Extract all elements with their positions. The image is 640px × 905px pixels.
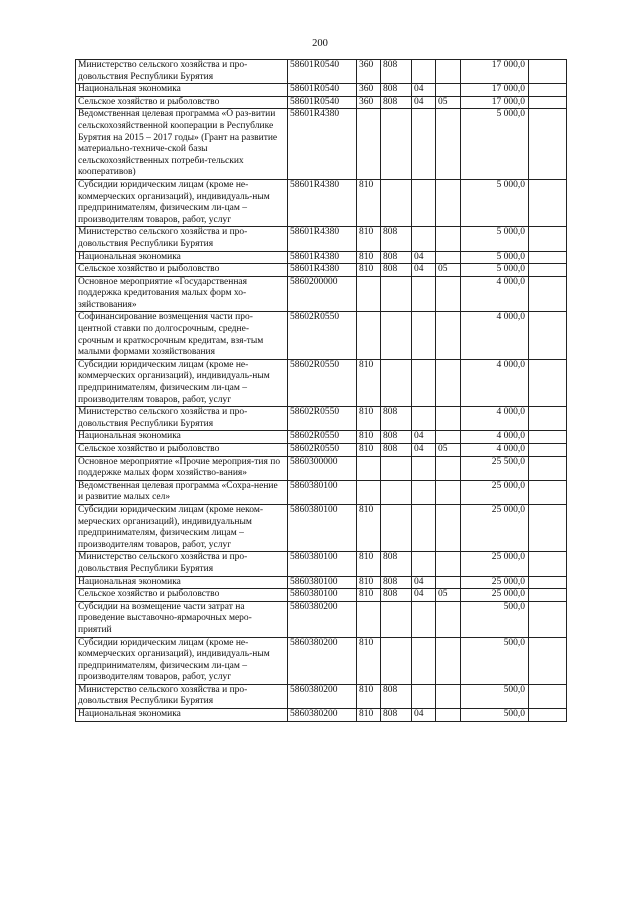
table-row bbox=[76, 251, 567, 264]
cell-subsection bbox=[436, 684, 461, 708]
cell-target-article: 58601R0540 bbox=[288, 96, 357, 109]
cell-administrator bbox=[381, 359, 412, 406]
table-row bbox=[76, 709, 567, 722]
table-row bbox=[76, 601, 567, 637]
cell-subsection bbox=[436, 179, 461, 226]
cell-target-article: 5860380100 bbox=[288, 552, 357, 576]
cell-name: Министерство сельского хозяйства и про-довольствия Республики Бурятия bbox=[76, 407, 288, 431]
table-row bbox=[76, 312, 567, 359]
table-row bbox=[76, 456, 567, 480]
cell-target-article: 58602R0550 bbox=[288, 431, 357, 444]
table-body bbox=[76, 60, 567, 722]
cell-subsection bbox=[436, 60, 461, 84]
cell-expense-type bbox=[357, 109, 381, 180]
cell-subsection: 05 bbox=[436, 589, 461, 602]
cell-administrator: 808 bbox=[381, 589, 412, 602]
cell-name: Субсидии на возмещение части затрат на проведение выставочно-ярмарочных меро-приятий bbox=[76, 601, 288, 637]
cell-amount: 17 000,0 bbox=[461, 96, 529, 109]
cell-expense-type: 810 bbox=[357, 359, 381, 406]
cell-target-article: 5860380100 bbox=[288, 576, 357, 589]
cell-expense-type: 810 bbox=[357, 179, 381, 226]
cell-administrator: 808 bbox=[381, 227, 412, 251]
cell-name: Субсидии юридическим лицам (кроме неком-мерческих организаций), индивидуальным предпринимателям, физическим лицам – производителям товаров, работ, услуг bbox=[76, 504, 288, 551]
page-number: 200 bbox=[312, 38, 328, 49]
table-row bbox=[76, 359, 567, 406]
cell-name: Министерство сельского хозяйства и про-довольствия Республики Бурятия bbox=[76, 60, 288, 84]
cell-section bbox=[412, 312, 436, 359]
cell-subsection bbox=[436, 276, 461, 312]
cell-name: Субсидии юридическим лицам (кроме не-коммерческих организаций), индивидуаль-ным предпринимателям, физическим ли-цам – производителям товаров, работ, услуг bbox=[76, 359, 288, 406]
cell-target-article: 58601R4380 bbox=[288, 109, 357, 180]
cell-name: Министерство сельского хозяйства и про-довольствия Республики Бурятия bbox=[76, 227, 288, 251]
cell-section bbox=[412, 407, 436, 431]
cell-administrator: 808 bbox=[381, 709, 412, 722]
cell-expense-type: 360 bbox=[357, 60, 381, 84]
cell-administrator bbox=[381, 480, 412, 504]
table-row bbox=[76, 96, 567, 109]
cell-name: Национальная экономика bbox=[76, 709, 288, 722]
table-row bbox=[76, 407, 567, 431]
cell-target-article: 5860380200 bbox=[288, 601, 357, 637]
cell-section: 04 bbox=[412, 444, 436, 457]
cell-section bbox=[412, 637, 436, 684]
table-row bbox=[76, 480, 567, 504]
cell-empty bbox=[529, 276, 567, 312]
cell-empty bbox=[529, 589, 567, 602]
cell-subsection bbox=[436, 109, 461, 180]
cell-section: 04 bbox=[412, 431, 436, 444]
cell-administrator: 808 bbox=[381, 251, 412, 264]
cell-name: Субсидии юридическим лицам (кроме не-коммерческих организаций), индивидуаль-ным предпринимателям, физическим ли-цам – производителям товаров, работ, услуг bbox=[76, 179, 288, 226]
cell-target-article: 5860300000 bbox=[288, 456, 357, 480]
cell-section bbox=[412, 456, 436, 480]
cell-empty bbox=[529, 504, 567, 551]
cell-administrator bbox=[381, 504, 412, 551]
cell-empty bbox=[529, 179, 567, 226]
cell-subsection bbox=[436, 431, 461, 444]
cell-empty bbox=[529, 601, 567, 637]
cell-expense-type bbox=[357, 456, 381, 480]
cell-subsection bbox=[436, 709, 461, 722]
cell-section bbox=[412, 276, 436, 312]
cell-name: Ведомственная целевая программа «Сохра-нение и развитие малых сел» bbox=[76, 480, 288, 504]
cell-administrator bbox=[381, 179, 412, 226]
cell-name: Национальная экономика bbox=[76, 576, 288, 589]
cell-subsection bbox=[436, 251, 461, 264]
cell-administrator: 808 bbox=[381, 96, 412, 109]
cell-empty bbox=[529, 312, 567, 359]
cell-section bbox=[412, 684, 436, 708]
cell-administrator: 808 bbox=[381, 264, 412, 277]
cell-empty bbox=[529, 264, 567, 277]
cell-administrator bbox=[381, 276, 412, 312]
cell-name: Субсидии юридическим лицам (кроме не-коммерческих организаций), индивидуаль-ным предпринимателям, физическим ли-цам – производителям товаров, работ, услуг bbox=[76, 637, 288, 684]
cell-empty bbox=[529, 109, 567, 180]
cell-target-article: 58601R4380 bbox=[288, 179, 357, 226]
cell-target-article: 5860380200 bbox=[288, 637, 357, 684]
cell-expense-type bbox=[357, 312, 381, 359]
cell-amount: 25 000,0 bbox=[461, 589, 529, 602]
cell-target-article: 58602R0550 bbox=[288, 359, 357, 406]
cell-administrator: 808 bbox=[381, 60, 412, 84]
cell-amount: 500,0 bbox=[461, 601, 529, 637]
cell-amount: 17 000,0 bbox=[461, 60, 529, 84]
cell-subsection bbox=[436, 601, 461, 637]
cell-expense-type: 810 bbox=[357, 444, 381, 457]
cell-section: 04 bbox=[412, 589, 436, 602]
table-row bbox=[76, 444, 567, 457]
cell-name: Софинансирование возмещения части про-центной ставки по долгосрочным, средне-срочным и краткосрочным кредитам, взя-тым малыми формами хозяйствования bbox=[76, 312, 288, 359]
cell-subsection bbox=[436, 84, 461, 97]
table-row bbox=[76, 227, 567, 251]
cell-target-article: 58601R4380 bbox=[288, 227, 357, 251]
cell-amount: 4 000,0 bbox=[461, 431, 529, 444]
cell-name: Министерство сельского хозяйства и про-довольствия Республики Бурятия bbox=[76, 552, 288, 576]
cell-expense-type: 810 bbox=[357, 407, 381, 431]
cell-amount: 500,0 bbox=[461, 637, 529, 684]
cell-administrator: 808 bbox=[381, 84, 412, 97]
cell-empty bbox=[529, 359, 567, 406]
table-row bbox=[76, 276, 567, 312]
cell-administrator bbox=[381, 601, 412, 637]
cell-expense-type: 810 bbox=[357, 504, 381, 551]
cell-amount: 4 000,0 bbox=[461, 312, 529, 359]
cell-name: Ведомственная целевая программа «О раз-витии сельскохозяйственной кооперации в Республике Бурятия на 2015 – 2017 годы» (Грант на развитие материально-техниче-ской базы сельскохозяйственных потреби-тельских кооперативов) bbox=[76, 109, 288, 180]
cell-target-article: 58602R0550 bbox=[288, 312, 357, 359]
cell-empty bbox=[529, 684, 567, 708]
cell-amount: 500,0 bbox=[461, 684, 529, 708]
cell-target-article: 5860380200 bbox=[288, 684, 357, 708]
cell-amount: 5 000,0 bbox=[461, 227, 529, 251]
cell-subsection bbox=[436, 576, 461, 589]
cell-administrator: 808 bbox=[381, 431, 412, 444]
cell-administrator bbox=[381, 109, 412, 180]
cell-expense-type: 360 bbox=[357, 96, 381, 109]
cell-expense-type: 810 bbox=[357, 684, 381, 708]
cell-administrator bbox=[381, 456, 412, 480]
table-row bbox=[76, 637, 567, 684]
cell-name: Национальная экономика bbox=[76, 431, 288, 444]
cell-amount: 4 000,0 bbox=[461, 444, 529, 457]
cell-empty bbox=[529, 444, 567, 457]
cell-amount: 5 000,0 bbox=[461, 264, 529, 277]
cell-expense-type bbox=[357, 276, 381, 312]
cell-administrator bbox=[381, 312, 412, 359]
cell-expense-type: 810 bbox=[357, 576, 381, 589]
cell-expense-type bbox=[357, 480, 381, 504]
cell-target-article: 5860380100 bbox=[288, 589, 357, 602]
cell-subsection bbox=[436, 480, 461, 504]
cell-section bbox=[412, 60, 436, 84]
cell-amount: 25 500,0 bbox=[461, 456, 529, 480]
cell-name: Основное мероприятие «Государственная поддержка кредитования малых форм хо-зяйствования» bbox=[76, 276, 288, 312]
cell-expense-type: 810 bbox=[357, 709, 381, 722]
cell-section: 04 bbox=[412, 709, 436, 722]
cell-target-article: 5860380200 bbox=[288, 709, 357, 722]
cell-amount: 4 000,0 bbox=[461, 407, 529, 431]
table-row bbox=[76, 552, 567, 576]
cell-target-article: 58602R0550 bbox=[288, 444, 357, 457]
cell-expense-type: 810 bbox=[357, 227, 381, 251]
cell-empty bbox=[529, 227, 567, 251]
cell-expense-type bbox=[357, 601, 381, 637]
cell-administrator: 808 bbox=[381, 552, 412, 576]
table-row bbox=[76, 60, 567, 84]
cell-target-article: 58602R0550 bbox=[288, 407, 357, 431]
cell-administrator: 808 bbox=[381, 684, 412, 708]
table-row bbox=[76, 576, 567, 589]
cell-amount: 25 000,0 bbox=[461, 576, 529, 589]
cell-amount: 17 000,0 bbox=[461, 84, 529, 97]
cell-section bbox=[412, 552, 436, 576]
cell-empty bbox=[529, 431, 567, 444]
cell-name: Сельское хозяйство и рыболовство bbox=[76, 444, 288, 457]
table-row bbox=[76, 684, 567, 708]
cell-section bbox=[412, 109, 436, 180]
cell-name: Сельское хозяйство и рыболовство bbox=[76, 96, 288, 109]
cell-subsection: 05 bbox=[436, 264, 461, 277]
cell-expense-type: 810 bbox=[357, 431, 381, 444]
cell-subsection: 05 bbox=[436, 444, 461, 457]
cell-empty bbox=[529, 480, 567, 504]
cell-amount: 5 000,0 bbox=[461, 179, 529, 226]
cell-administrator: 808 bbox=[381, 576, 412, 589]
cell-section bbox=[412, 227, 436, 251]
cell-administrator: 808 bbox=[381, 444, 412, 457]
cell-subsection bbox=[436, 504, 461, 551]
cell-amount: 25 000,0 bbox=[461, 552, 529, 576]
table-row bbox=[76, 264, 567, 277]
cell-target-article: 58601R0540 bbox=[288, 84, 357, 97]
cell-target-article: 5860380100 bbox=[288, 480, 357, 504]
cell-target-article: 58601R4380 bbox=[288, 264, 357, 277]
cell-name: Основное мероприятие «Прочие мероприя-тия по поддержке малых форм хозяйство-вания» bbox=[76, 456, 288, 480]
cell-empty bbox=[529, 576, 567, 589]
cell-section: 04 bbox=[412, 96, 436, 109]
cell-section bbox=[412, 480, 436, 504]
cell-amount: 5 000,0 bbox=[461, 109, 529, 180]
table-row bbox=[76, 504, 567, 551]
cell-administrator: 808 bbox=[381, 407, 412, 431]
cell-subsection bbox=[436, 227, 461, 251]
cell-name: Национальная экономика bbox=[76, 251, 288, 264]
cell-name: Национальная экономика bbox=[76, 84, 288, 97]
cell-expense-type: 810 bbox=[357, 589, 381, 602]
cell-section bbox=[412, 601, 436, 637]
cell-target-article: 58601R0540 bbox=[288, 60, 357, 84]
cell-empty bbox=[529, 96, 567, 109]
cell-empty bbox=[529, 456, 567, 480]
cell-empty bbox=[529, 251, 567, 264]
cell-subsection bbox=[436, 312, 461, 359]
cell-subsection bbox=[436, 456, 461, 480]
cell-empty bbox=[529, 84, 567, 97]
cell-section bbox=[412, 359, 436, 406]
cell-empty bbox=[529, 60, 567, 84]
cell-subsection bbox=[436, 552, 461, 576]
cell-section bbox=[412, 504, 436, 551]
cell-empty bbox=[529, 709, 567, 722]
cell-name: Министерство сельского хозяйства и про-довольствия Республики Бурятия bbox=[76, 684, 288, 708]
cell-section bbox=[412, 179, 436, 226]
cell-expense-type: 810 bbox=[357, 637, 381, 684]
cell-subsection bbox=[436, 359, 461, 406]
cell-empty bbox=[529, 552, 567, 576]
cell-section: 04 bbox=[412, 576, 436, 589]
table-row bbox=[76, 84, 567, 97]
cell-target-article: 5860200000 bbox=[288, 276, 357, 312]
table-row bbox=[76, 431, 567, 444]
cell-subsection bbox=[436, 407, 461, 431]
table-row bbox=[76, 109, 567, 180]
cell-section: 04 bbox=[412, 251, 436, 264]
cell-target-article: 5860380100 bbox=[288, 504, 357, 551]
cell-expense-type: 810 bbox=[357, 264, 381, 277]
cell-subsection bbox=[436, 637, 461, 684]
cell-expense-type: 810 bbox=[357, 552, 381, 576]
cell-amount: 4 000,0 bbox=[461, 359, 529, 406]
cell-administrator bbox=[381, 637, 412, 684]
cell-amount: 25 000,0 bbox=[461, 480, 529, 504]
cell-empty bbox=[529, 407, 567, 431]
cell-amount: 4 000,0 bbox=[461, 276, 529, 312]
cell-expense-type: 360 bbox=[357, 84, 381, 97]
cell-amount: 5 000,0 bbox=[461, 251, 529, 264]
table-row bbox=[76, 179, 567, 226]
cell-subsection: 05 bbox=[436, 96, 461, 109]
cell-amount: 25 000,0 bbox=[461, 504, 529, 551]
cell-target-article: 58601R4380 bbox=[288, 251, 357, 264]
cell-name: Сельское хозяйство и рыболовство bbox=[76, 589, 288, 602]
cell-amount: 500,0 bbox=[461, 709, 529, 722]
table-row bbox=[76, 589, 567, 602]
cell-expense-type: 810 bbox=[357, 251, 381, 264]
cell-empty bbox=[529, 637, 567, 684]
cell-section: 04 bbox=[412, 84, 436, 97]
cell-name: Сельское хозяйство и рыболовство bbox=[76, 264, 288, 277]
cell-section: 04 bbox=[412, 264, 436, 277]
budget-table bbox=[75, 59, 567, 722]
